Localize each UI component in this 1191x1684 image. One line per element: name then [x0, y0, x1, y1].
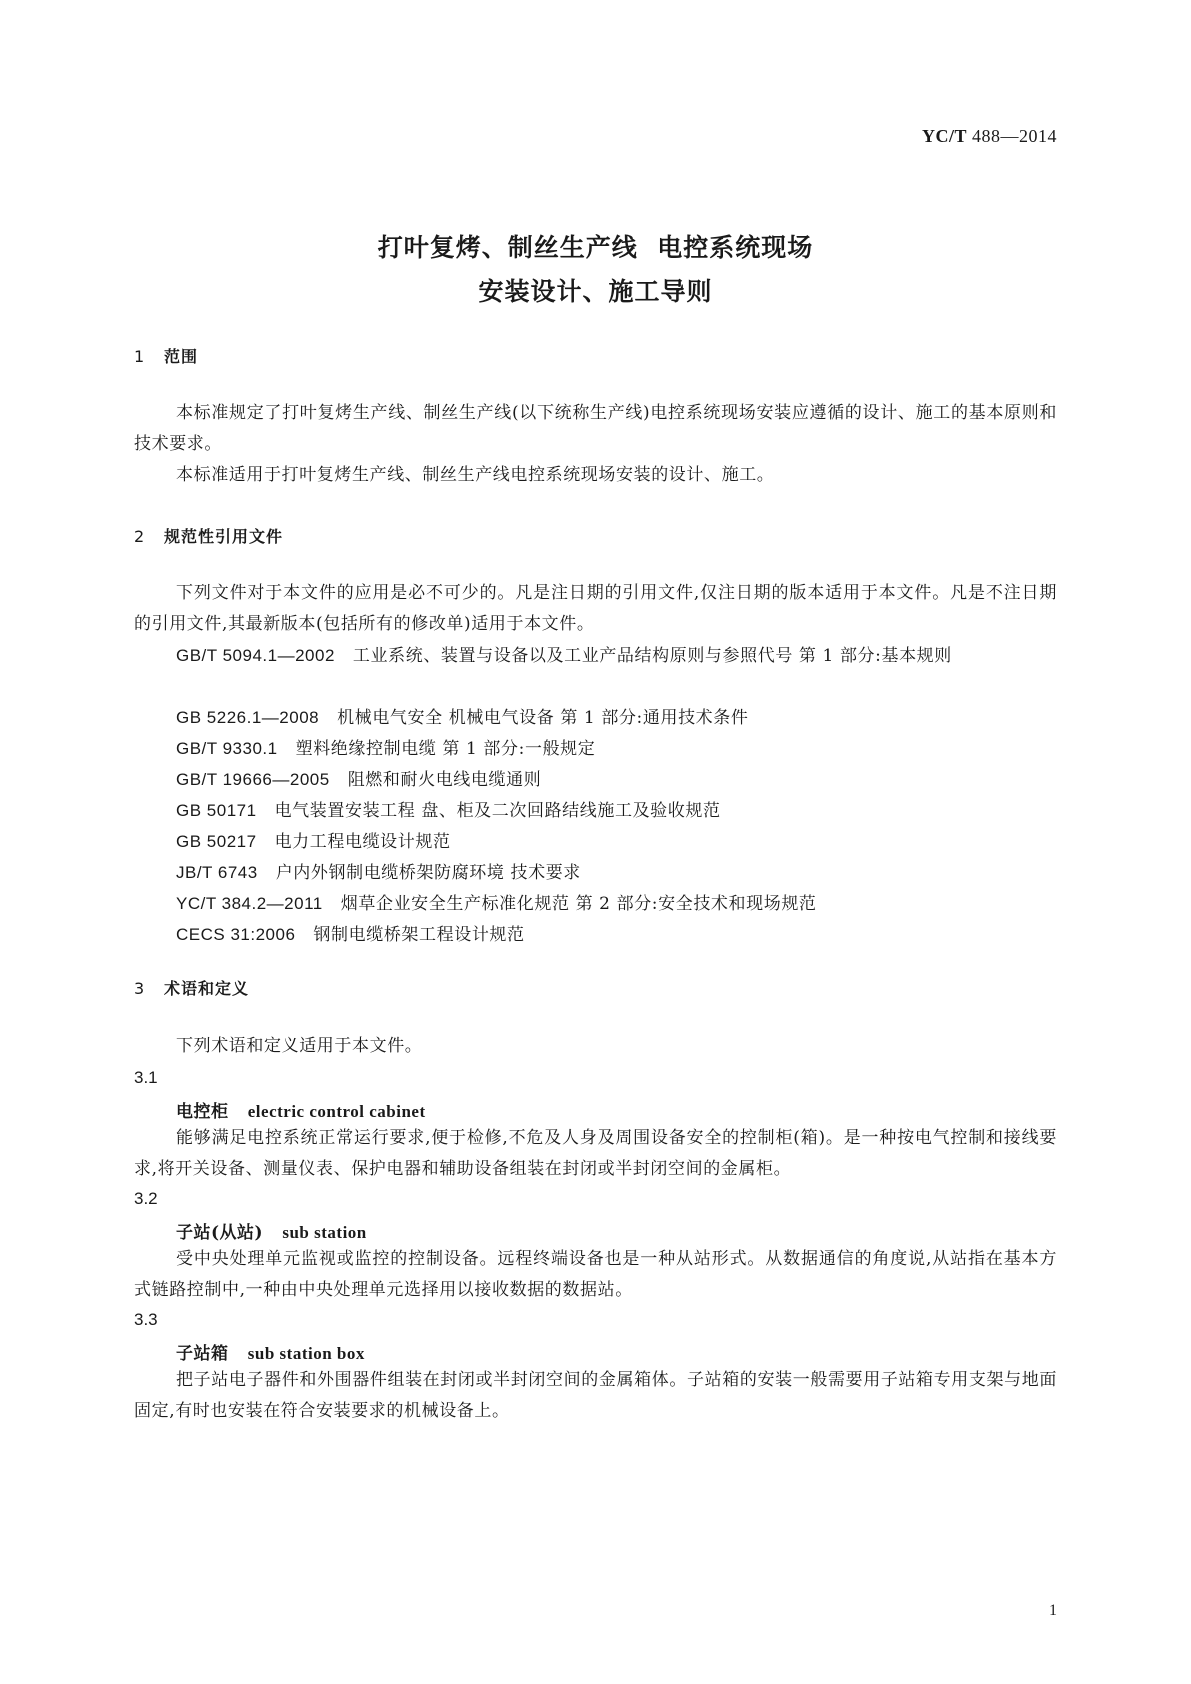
section-title: 术语和定义	[164, 979, 250, 998]
reference-item	[134, 826, 1057, 858]
reference-item	[134, 764, 1057, 796]
reference-item	[134, 640, 1057, 672]
reference-code: GB/T 9330.1	[176, 739, 278, 758]
term-number: 3.3	[134, 1310, 158, 1329]
reference-item	[134, 795, 1057, 827]
term-definition: 受中央处理单元监视或监控的控制设备。远程终端设备也是一种从站形式。从数据通信的角度说,从站指在基本方式链路控制中,一种由中央处理单元选择用以接收数据的数据站。	[134, 1249, 1057, 1300]
reference-item	[134, 888, 1057, 920]
reference-code: GB/T 5094.1—2002	[176, 646, 335, 665]
reference-title: 户内外钢制电缆桥架防腐环境 技术要求	[275, 863, 581, 883]
term-chinese: 子站箱	[176, 1344, 229, 1364]
term-number: 3.2	[134, 1189, 158, 1208]
reference-item	[134, 702, 1057, 734]
reference-title: 电力工程电缆设计规范	[274, 832, 451, 852]
term-english: electric control cabinet	[247, 1102, 426, 1121]
reference-title: 塑料绝缘控制电缆 第 1 部分:一般规定	[295, 739, 596, 759]
reference-title: 电气装置安装工程 盘、柜及二次回路结线施工及验收规范	[274, 801, 721, 821]
document-title	[0, 226, 1191, 314]
reference-title: 机械电气安全 机械电气设备 第 1 部分:通用技术条件	[337, 708, 749, 728]
reference-title: 工业系统、装置与设备以及工业产品结构原则与参照代号 第 1 部分:基本规则	[352, 646, 952, 666]
scope-paragraph-2: 本标准适用于打叶复烤生产线、制丝生产线电控系统现场安装的设计、施工。	[176, 465, 775, 485]
title-line-2: 安装设计、施工导则	[478, 277, 713, 306]
term-title	[176, 1339, 365, 1364]
reference-title: 烟草企业安全生产标准化规范 第 2 部分:安全技术和现场规范	[340, 894, 817, 914]
reference-code: GB 50171	[176, 801, 257, 820]
reference-item	[134, 733, 1057, 765]
term-english: sub station box	[247, 1344, 365, 1363]
section-heading-scope	[134, 344, 198, 367]
term-chinese: 子站(从站)	[176, 1223, 264, 1243]
reference-code: GB 5226.1—2008	[176, 708, 320, 727]
term-definition: 把子站电子器件和外围器件组装在封闭或半封闭空间的金属箱体。子站箱的安装一般需要用子站箱专用支架与地面固定,有时也安装在符合安装要求的机械设备上。	[134, 1370, 1057, 1421]
reference-title: 阻燃和耐火电线电缆通则	[347, 770, 542, 790]
section-heading-normative-references	[134, 524, 283, 547]
references-intro: 下列文件对于本文件的应用是必不可少的。凡是注日期的引用文件,仅注日期的版本适用于本文件。凡是不注日期的引用文件,其最新版本(包括所有的修改单)适用于本文件。	[134, 583, 1057, 634]
scope-paragraph-1: 本标准规定了打叶复烤生产线、制丝生产线(以下统称生产线)电控系统现场安装应遵循的设计、施工的基本原则和技术要求。	[134, 403, 1057, 454]
standard-code	[922, 126, 1057, 147]
term-title	[176, 1218, 367, 1243]
terms-intro: 下列术语和定义适用于本文件。	[176, 1036, 423, 1056]
section-heading-terms	[134, 976, 249, 999]
page-number: 1	[1049, 1602, 1057, 1619]
title-line-1: 打叶复烤、制丝生产线 电控系统现场	[377, 233, 814, 262]
section-number: 1	[134, 347, 146, 366]
section-number: 2	[134, 527, 146, 546]
section-number: 3	[134, 979, 146, 998]
term-definition: 能够满足电控系统正常运行要求,便于检修,不危及人身及周围设备安全的控制柜(箱)。是一种按电气控制和接线要求,将开关设备、测量仪表、保护电器和辅助设备组装在封闭或半封闭空间的金属柜。	[134, 1128, 1057, 1179]
reference-item	[134, 919, 1057, 951]
term-chinese: 电控柜	[176, 1102, 229, 1122]
standard-code-number: 488—2014	[967, 126, 1057, 146]
term-number: 3.1	[134, 1068, 158, 1087]
term-title	[176, 1097, 426, 1122]
reference-item	[134, 857, 1057, 889]
reference-code: JB/T 6743	[176, 863, 258, 882]
section-title: 规范性引用文件	[164, 527, 284, 546]
reference-code: GB/T 19666—2005	[176, 770, 330, 789]
section-title: 范围	[164, 347, 199, 366]
reference-code: CECS 31:2006	[176, 925, 296, 944]
reference-title: 钢制电缆桥架工程设计规范	[313, 925, 525, 945]
reference-code: GB 50217	[176, 832, 257, 851]
standard-code-prefix: YC/T	[921, 126, 967, 146]
term-english: sub station	[282, 1223, 367, 1242]
reference-code: YC/T 384.2—2011	[176, 894, 323, 913]
